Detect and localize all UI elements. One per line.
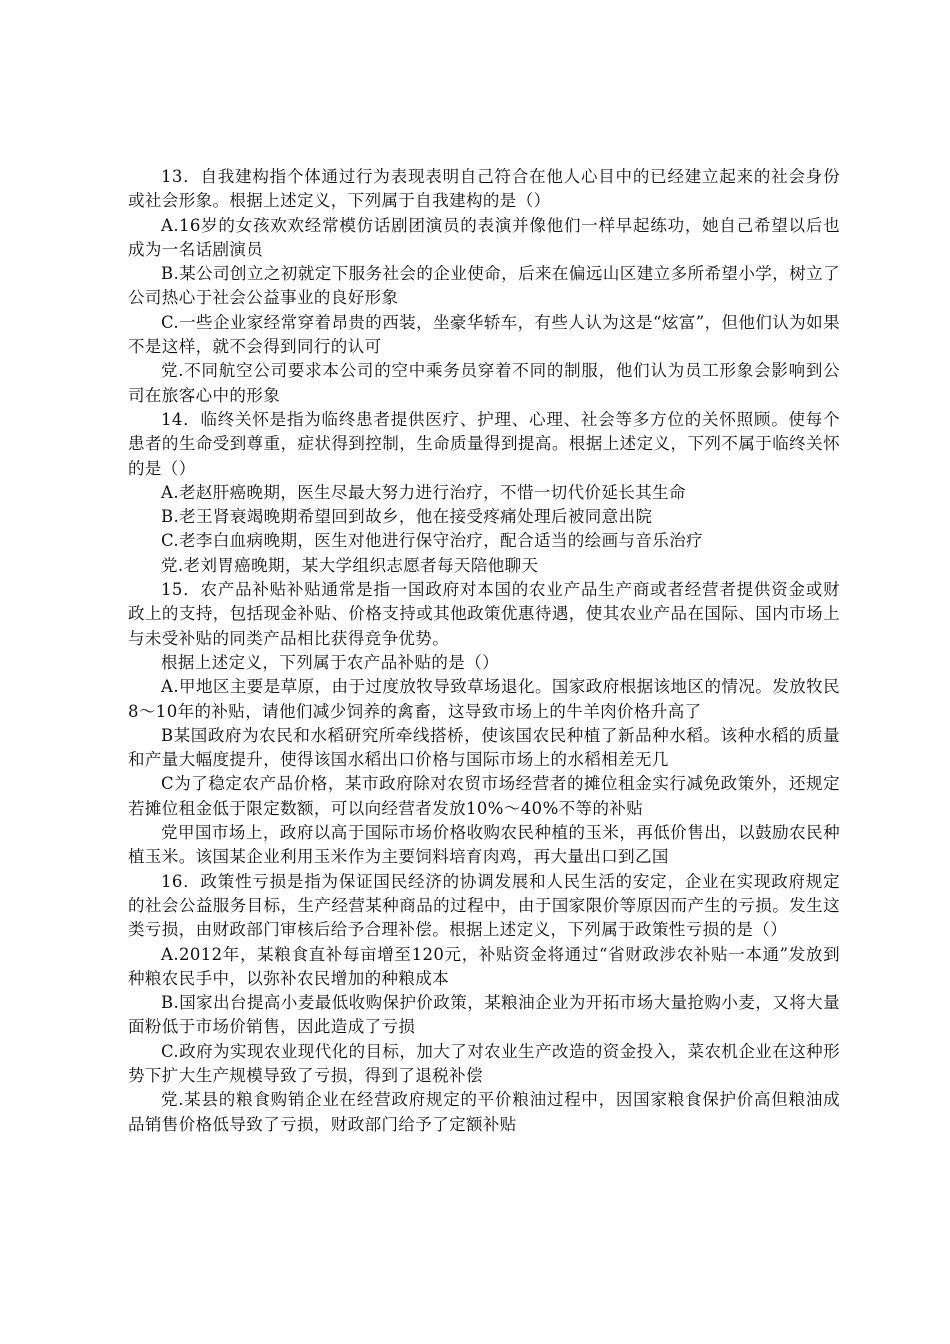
- question-16-option-a: A.2012年，某粮食直补每亩增至120元，补贴资金将通过“省财政涉农补贴一本通”发放到种粮农民手中，以弥补农民增加的种粮成本: [128, 944, 840, 988]
- question-15-option-d: 党甲国市场上，政府以高于国际市场价格收购农民种植的玉米，再低价售出，以鼓励农民种植玉米。该国某企业利用玉米作为主要饲料培育肉鸡，再大量出口到乙国: [128, 823, 840, 867]
- question-13-option-a: A.16岁的女孩欢欢经常模仿话剧团演员的表演并像他们一样早起练功，她自己希望以后也成为一名话剧演员: [128, 215, 840, 259]
- document-body: [128, 165, 840, 1137]
- question-14-option-d: 党.老刘胃癌晚期，某大学组织志愿者每天陪他聊天: [161, 555, 539, 575]
- question-16-stem: 16．政策性亏损是指为保证国民经济的协调发展和人民生活的安定，企业在实现政府规定的社会公益服务目标，生产经营某种商品的过程中，由于国家限价等原因而产生的亏损。发生这类亏损，由财政部门审核后给予合理补偿。根据上述定义，下列属于政策性亏损的是（）: [128, 871, 840, 940]
- question-14-option-c: C.老李白血病晚期，医生对他进行保守治疗，配合适当的绘画与音乐治疗: [161, 531, 703, 551]
- question-13-option-b: B.某公司创立之初就定下服务社会的企业使命，后来在偏远山区建立多所希望小学，树立了公司热心于社会公益事业的良好形象: [128, 264, 840, 308]
- question-14-option-a: A.老赵肝癌晚期，医生尽最大努力进行治疗，不惜一切代价延长其生命: [161, 482, 686, 502]
- question-16-option-d: 党.某县的粮食购销企业在经营政府规定的平价粮油过程中，因国家粮食保护价高但粮油成品销售价格低导致了亏损，财政部门给予了定额补贴: [128, 1090, 840, 1134]
- question-13-option-c: C.一些企业家经常穿着昂贵的西装，坐豪华轿车，有些人认为这是“炫富”，但他们认为如果不是这样，就不会得到同行的认可: [128, 312, 840, 357]
- question-16-option-c: C.政府为实现农业现代化的目标，加大了对农业生产改造的资金投入，菜农机企业在这种形势下扩大生产规模导致了亏损，得到了退税补偿: [128, 1041, 840, 1085]
- question-13-option-d: 党.不同航空公司要求本公司的空中乘务员穿着不同的制服，他们认为员工形象会影响到公司在旅客心中的形象: [128, 361, 840, 405]
- question-13-stem: 13．自我建构指个体通过行为表现表明自己符合在他人心目中的已经建立起来的社会身份或社会形象。根据上述定义，下列属于自我建构的是（）: [128, 167, 840, 211]
- question-16-option-b: B.国家出台提高小麦最低收购保护价政策，某粮油企业为开拓市场大量抢购小麦，又将大量面粉低于市场价销售，因此造成了亏损: [128, 993, 840, 1037]
- question-15-option-a: A.甲地区主要是草原，由于过度放牧导致草场退化。国家政府根据该地区的情况。发放牧民8～10年的补贴，请他们减少饲养的禽畜，这导致市场上的牛羊肉价格升高了: [128, 677, 840, 721]
- question-14-option-b: B.老王肾衰竭晚期希望回到故乡，他在接受疼痛处理后被同意出院: [161, 507, 653, 527]
- question-15-option-b: B某国政府为农民和水稻研究所牵线搭桥，使该国农民种植了新品种水稻。该种水稻的质量和产量大幅度提升，使得该国水稻出口价格与国际市场上的水稻相差无几: [128, 725, 840, 770]
- question-15-definition: 15．农产品补贴补贴通常是指一国政府对本国的农业产品生产商或者经营者提供资金或财政上的支持，包括现金补贴、价格支持或其他政策优惠待遇，使其农业产品在国际、国内市场上与未受补贴的同类产品相比获得竞争优势。: [128, 580, 840, 648]
- question-15-option-c: C为了稳定农产品价格，某市政府除对农贸市场经营者的摊位租金实行减免政策外，还规定若摊位租金低于限定数额，可以向经营者发放10%～40%不等的补贴: [128, 774, 840, 818]
- question-14-stem: 14．临终关怀是指为临终患者提供医疗、护理、心理、社会等多方位的关怀照顾。使每个患者的生命受到尊重，症状得到控制，生命质量得到提高。根据上述定义，下列不属于临终关怀的是（）: [128, 409, 840, 478]
- question-15-stem: 根据上述定义，下列属于农产品补贴的是（）: [161, 652, 499, 672]
